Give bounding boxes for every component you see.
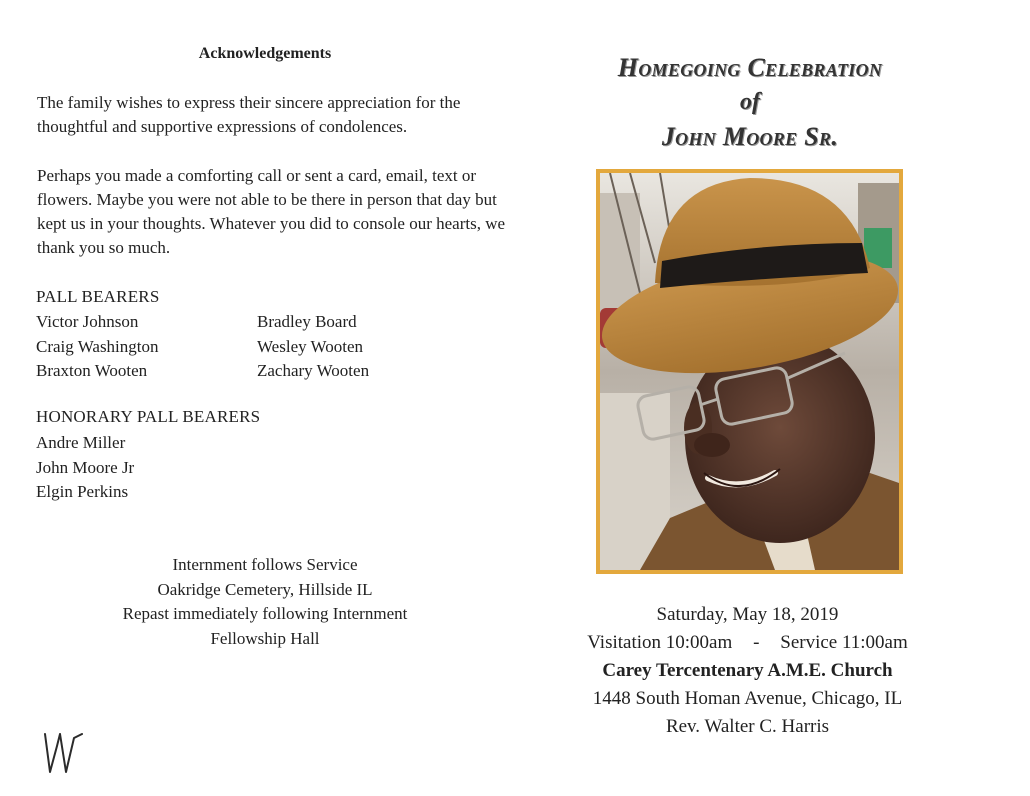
honorary-pall-bearer-name: Elgin Perkins: [36, 482, 129, 501]
title-line-1: Homegoing Celebration: [617, 53, 883, 82]
interment-line-1: Internment follows Service: [172, 555, 358, 574]
title-line-3: John Moore Sr.: [661, 122, 839, 151]
portrait-photo: [596, 169, 903, 574]
pall-bearer-name: Zachary Wooten: [257, 361, 370, 380]
service-date: Saturday, May 18, 2019: [656, 604, 839, 625]
acknowledgements-paragraph-1: The family wishes to express their sincere appreciation for the thoughtful and supportive expressions of condolences.: [37, 93, 461, 136]
acknowledgements-paragraph-2: Perhaps you made a comforting call or sent a card, email, text or flowers. Maybe you were not able to be there in person that day but kept us in your thoughts. Whatever you did to console our hearts, we thank you so much.: [37, 166, 506, 257]
pall-bearer-name: Bradley Board: [257, 312, 357, 331]
honorary-pall-bearers-heading: HONORARY PALL BEARERS: [36, 407, 261, 426]
service-times: [520, 629, 975, 657]
church-name: Carey Tercentenary A.M.E. Church: [602, 660, 893, 681]
pall-bearers-column-1: [36, 310, 159, 384]
w-logo-icon: [42, 732, 86, 774]
pall-bearers-heading: PALL BEARERS: [36, 287, 160, 306]
church-address: 1448 South Homan Avenue, Chicago, IL: [592, 688, 903, 709]
honorary-pall-bearers-list: [36, 431, 134, 505]
pall-bearer-name: Victor Johnson: [36, 312, 139, 331]
pall-bearer-name: Craig Washington: [36, 336, 159, 356]
interment-line-2: Oakridge Cemetery, Hillside IL: [157, 579, 373, 599]
program-title: [520, 50, 980, 154]
visitation-time: Visitation 10:00am: [587, 632, 733, 653]
pall-bearer-name: Braxton Wooten: [36, 361, 148, 380]
pall-bearer-name: Wesley Wooten: [257, 336, 364, 356]
acknowledgements-title: Acknowledgements: [198, 45, 332, 62]
pall-bearers-column-2: [257, 310, 369, 384]
honorary-pall-bearer-name: Andre Miller: [36, 433, 126, 452]
officiant: Rev. Walter C. Harris: [665, 716, 830, 737]
title-line-2: of: [740, 89, 760, 115]
honorary-pall-bearer-name: John Moore Jr: [36, 457, 135, 477]
interment-line-4: Fellowship Hall: [210, 628, 320, 648]
service-info: [520, 601, 975, 741]
time-separator: -: [753, 632, 760, 653]
interment-info: [0, 553, 530, 651]
portrait-illustration: [600, 173, 899, 570]
interment-line-3: Repast immediately following Internment: [122, 604, 408, 623]
service-time: Service 11:00am: [780, 632, 908, 653]
